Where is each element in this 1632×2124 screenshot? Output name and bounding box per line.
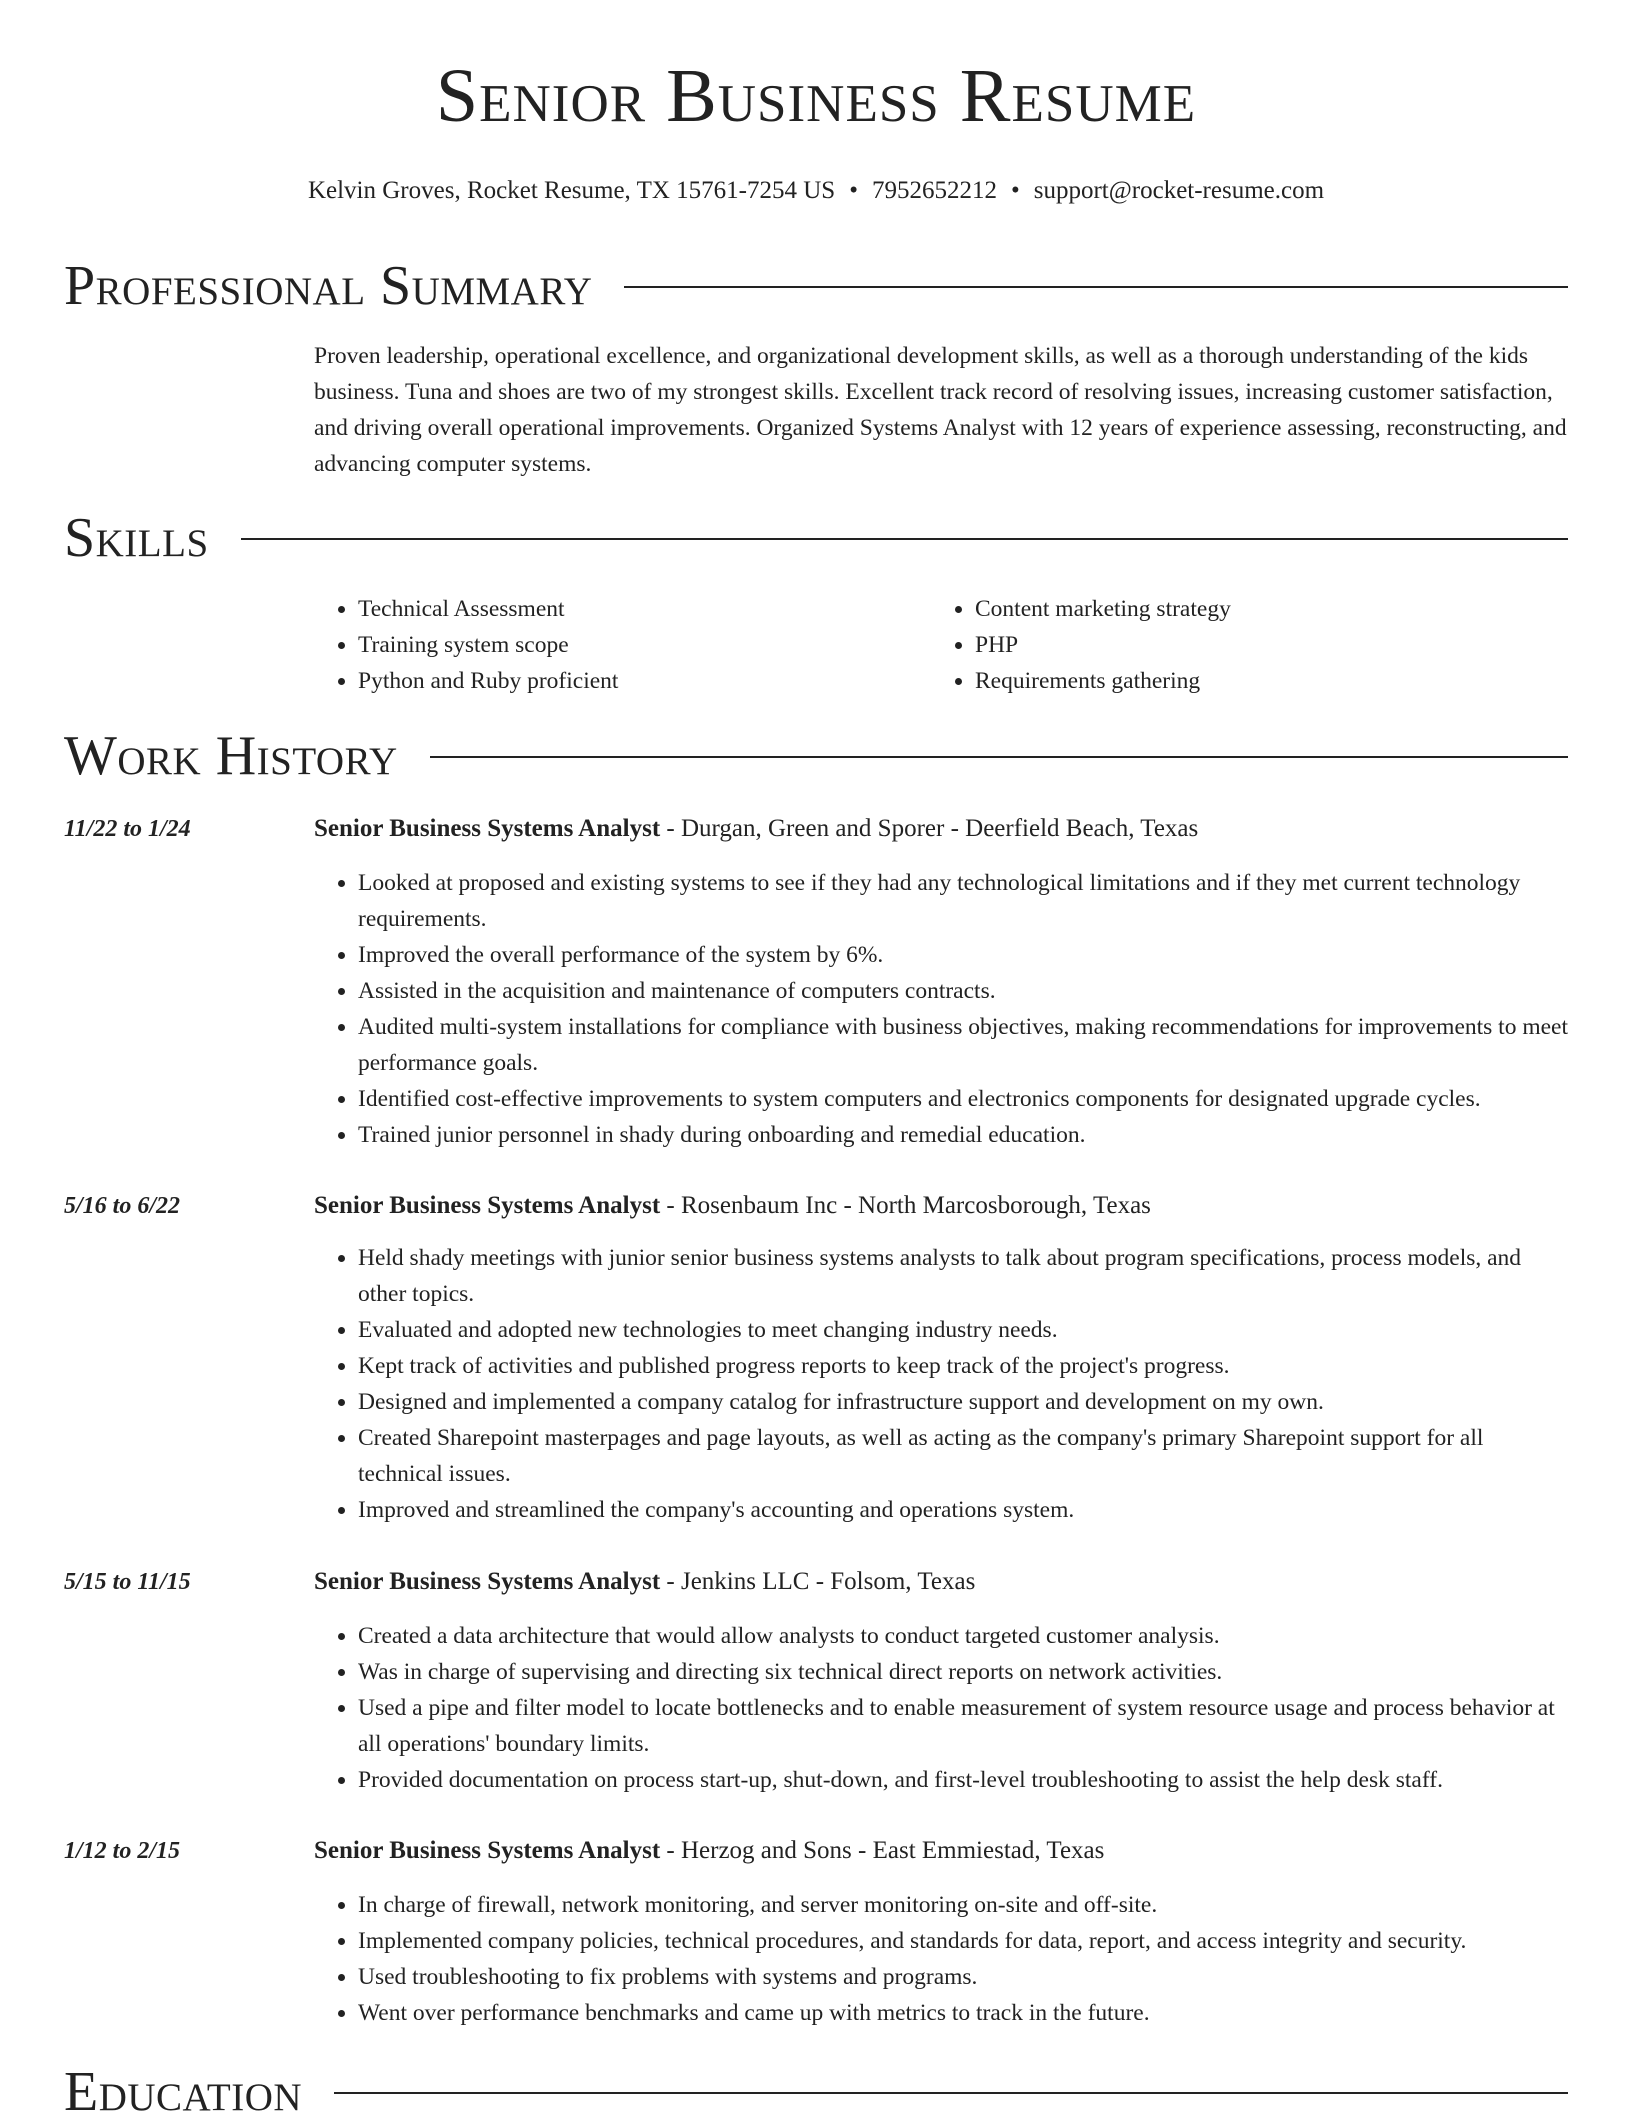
job-role: Senior Business Systems Analyst: [314, 815, 661, 842]
job-bullet: • Held shady meetings with junior senior business systems analysts to talk about program specifications, process models, and other topics.: [358, 1240, 1568, 1312]
contact-line: [0, 176, 1632, 206]
skill-item: • Technical Assessment: [358, 591, 931, 627]
job-bullet: • Evaluated and adopted new technologies to meet changing industry needs.: [358, 1312, 1568, 1348]
contact-phone: 7952652212: [871, 177, 997, 204]
job-bullet: • Audited multi-system installations for compliance with business objectives, making recommendations for improvements to meet performance goals.: [358, 1009, 1568, 1081]
job-details: - Rosenbaum Inc - North Marcosborough, Texas: [660, 1192, 1151, 1219]
job-role: Senior Business Systems Analyst: [314, 1837, 661, 1864]
job-header: [314, 1188, 1568, 1224]
job-header: [314, 1564, 1568, 1600]
job-bullet: • In charge of firewall, network monitoring, and server monitoring on-site and off-site.: [358, 1887, 1568, 1923]
contact-email: support@rocket-resume.com: [1033, 177, 1325, 204]
contact-address: Kelvin Groves, Rocket Resume, TX 15761-7254 US: [307, 177, 836, 204]
section-title-skills: Skills: [64, 507, 209, 569]
resume-title: Senior Business Resume: [435, 54, 1197, 138]
skill-item: • Content marketing strategy: [975, 591, 1548, 627]
job-bullets: [314, 1887, 1568, 2031]
job-bullet: • Used a pipe and filter model to locate bottlenecks and to enable measurement of system resource usage and process behavior at all operations' boundary limits.: [358, 1690, 1568, 1762]
section-header-skills: [64, 506, 1568, 570]
job-dates: 11/22 to 1/24: [64, 816, 191, 842]
job-bullet: • Improved the overall performance of the system by 6%.: [358, 937, 1568, 973]
section-header-work-history: [64, 724, 1568, 788]
contact-separator: •: [1010, 177, 1020, 204]
job-bullet: • Created Sharepoint masterpages and page layouts, as well as acting as the company's primary Sharepoint support for all technical issues.: [358, 1420, 1568, 1492]
job-bullet: • Provided documentation on process start-up, shut-down, and first-level troubleshooting to assist the help desk staff.: [358, 1762, 1568, 1798]
skill-item: • Python and Ruby proficient: [358, 663, 931, 699]
job-bullets: [314, 1240, 1568, 1528]
job-bullet: • Used troubleshooting to fix problems with systems and programs.: [358, 1959, 1568, 1995]
job-dates: 1/12 to 2/15: [64, 1838, 181, 1864]
job-header: [314, 811, 1568, 847]
skills-column-right: [931, 591, 1548, 699]
job-bullet: • Designed and implemented a company catalog for infrastructure support and development on my own.: [358, 1384, 1568, 1420]
section-title-work-history: Work History: [64, 725, 398, 787]
job-bullet: • Looked at proposed and existing systems to see if they had any technological limitations and if they met current technology requirements.: [358, 865, 1568, 937]
job-bullet: • Created a data architecture that would allow analysts to conduct targeted customer analysis.: [358, 1618, 1568, 1654]
section-header-education: [64, 2060, 1568, 2124]
job-bullet: • Improved and streamlined the company's accounting and operations system.: [358, 1492, 1568, 1528]
skill-item: • Training system scope: [358, 627, 931, 663]
job-header: [314, 1833, 1568, 1869]
skills-list: [314, 591, 1572, 699]
job-bullet: • Kept track of activities and published progress reports to keep track of the project's progress.: [358, 1348, 1568, 1384]
job-bullet: • Assisted in the acquisition and maintenance of computers contracts.: [358, 973, 1568, 1009]
section-divider: [241, 538, 1568, 540]
skills-column-left: [314, 591, 931, 699]
job-details: - Jenkins LLC - Folsom, Texas: [660, 1568, 976, 1595]
skill-item: • PHP: [975, 627, 1548, 663]
section-title-summary: Professional Summary: [64, 255, 593, 317]
section-header-summary: [64, 254, 1568, 318]
section-divider: [430, 756, 1568, 758]
job-bullet: • Identified cost-effective improvements to system computers and electronics components for designated upgrade cycles.: [358, 1081, 1568, 1117]
section-divider: [624, 286, 1568, 288]
job-bullets: [314, 1618, 1568, 1798]
summary-text: Proven leadership, operational excellence, and organizational development skills, as well as a thorough understanding of the kids business. Tuna and shoes are two of my strongest skills. Excellent track record of resolving issues, increasing customer satisfaction, and driving overall operational improvements. Organized Systems Analyst with 12 years of experience assessing, reconstructing, and advancing computer systems.: [314, 343, 1567, 477]
section-title-education: Education: [64, 2061, 303, 2123]
job-details: - Durgan, Green and Sporer - Deerfield Beach, Texas: [660, 815, 1199, 842]
job-details: - Herzog and Sons - East Emmiestad, Texas: [660, 1837, 1105, 1864]
job-role: Senior Business Systems Analyst: [314, 1192, 661, 1219]
contact-separator: •: [849, 177, 858, 204]
skill-item: • Requirements gathering: [975, 663, 1548, 699]
job-dates: 5/16 to 6/22: [64, 1193, 181, 1219]
job-dates: 5/15 to 11/15: [64, 1569, 191, 1595]
job-bullet: • Trained junior personnel in shady during onboarding and remedial education.: [358, 1117, 1568, 1153]
job-bullet: • Implemented company policies, technical procedures, and standards for data, report, and access integrity and security.: [358, 1923, 1568, 1959]
job-role: Senior Business Systems Analyst: [314, 1568, 661, 1595]
job-bullet: • Was in charge of supervising and directing six technical direct reports on network activities.: [358, 1654, 1568, 1690]
job-bullet: • Went over performance benchmarks and came up with metrics to track in the future.: [358, 1995, 1568, 2031]
section-divider: [334, 2092, 1568, 2094]
job-bullets: [314, 865, 1568, 1153]
